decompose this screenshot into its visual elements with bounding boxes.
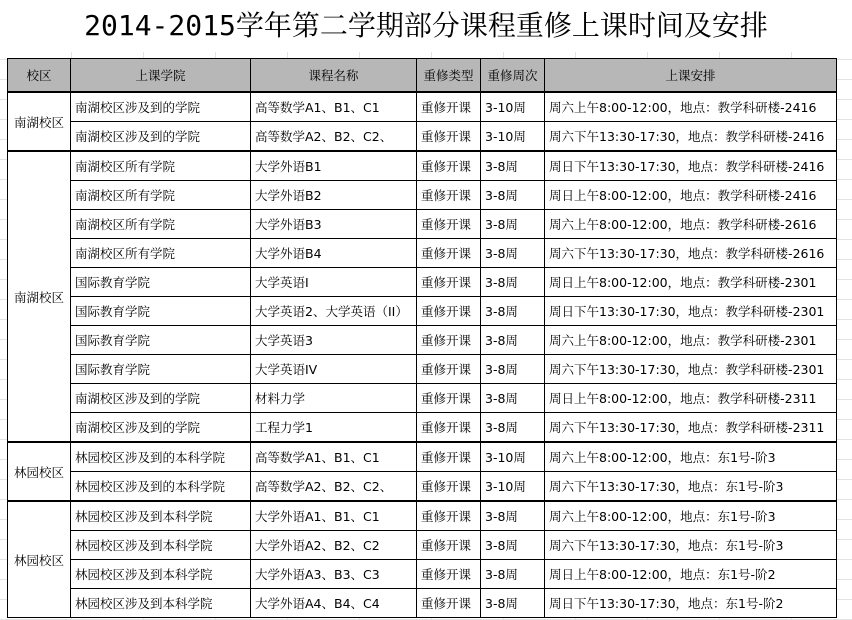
table-row [8, 472, 837, 502]
college-cell: 南湖校区所有学院 [71, 181, 251, 210]
college-cell: 林园校区涉及到本科学院 [71, 560, 251, 589]
table-row [8, 589, 837, 618]
course-cell: 材料力学 [251, 384, 417, 413]
course-cell: 大学英语2、大学英语（II） [251, 297, 417, 326]
course-cell: 高等数学A1、B1、C1 [251, 442, 417, 472]
course-cell: 大学外语B4 [251, 239, 417, 268]
college-cell: 南湖校区涉及到的学院 [71, 384, 251, 413]
arrangement-cell: 周日上午8:00-12:00，地点：教学科研楼-2311 [545, 384, 837, 413]
course-cell: 大学英语Ⅰ [251, 268, 417, 297]
weeks-cell: 3-8周 [481, 181, 545, 210]
retake-type-cell: 重修开课 [417, 181, 481, 210]
weeks-cell: 3-8周 [481, 384, 545, 413]
arrangement-cell: 周六上午8:00-12:00，地点：教学科研楼-2301 [545, 326, 837, 355]
college-cell: 国际教育学院 [71, 355, 251, 384]
header-campus: 校区 [8, 59, 71, 93]
course-cell: 工程力学1 [251, 413, 417, 443]
table-row [8, 442, 837, 472]
retake-type-cell: 重修开课 [417, 122, 481, 152]
retake-type-cell: 重修开课 [417, 442, 481, 472]
college-cell: 林园校区涉及到本科学院 [71, 501, 251, 531]
campus-cell: 南湖校区 [8, 92, 71, 151]
retake-type-cell: 重修开课 [417, 413, 481, 443]
course-cell: 大学外语A3、B3、C3 [251, 560, 417, 589]
college-cell: 林园校区涉及到本科学院 [71, 531, 251, 560]
arrangement-cell: 周六上午8:00-12:00，地点：教学科研楼-2416 [545, 92, 837, 122]
table-row [8, 92, 837, 122]
page-title: 2014-2015学年第二学期部分课程重修上课时间及安排 [0, 0, 852, 52]
weeks-cell: 3-8周 [481, 501, 545, 531]
arrangement-cell: 周六下午13:30-17:30，地点：教学科研楼-2416 [545, 122, 837, 152]
table-row [8, 239, 837, 268]
course-cell: 高等数学A1、B1、C1 [251, 92, 417, 122]
weeks-cell: 3-10周 [481, 122, 545, 152]
arrangement-cell: 周六下午13:30-17:30，地点：教学科研楼-2311 [545, 413, 837, 443]
table-row [8, 501, 837, 531]
table-row [8, 268, 837, 297]
table-row [8, 355, 837, 384]
weeks-cell: 3-8周 [481, 268, 545, 297]
table-row [8, 413, 837, 443]
course-cell: 高等数学A2、B2、C2、 [251, 122, 417, 152]
course-cell: 大学外语B1 [251, 151, 417, 181]
weeks-cell: 3-8周 [481, 239, 545, 268]
weeks-cell: 3-8周 [481, 210, 545, 239]
arrangement-cell: 周日上午8:00-12:00，地点：教学科研楼-2416 [545, 181, 837, 210]
course-cell: 大学外语B2 [251, 181, 417, 210]
retake-type-cell: 重修开课 [417, 151, 481, 181]
header-college: 上课学院 [71, 59, 251, 93]
college-cell: 国际教育学院 [71, 326, 251, 355]
college-cell: 林园校区涉及到的本科学院 [71, 472, 251, 502]
retake-type-cell: 重修开课 [417, 210, 481, 239]
arrangement-cell: 周六上午8:00-12:00，地点：东1号-阶3 [545, 501, 837, 531]
campus-cell: 南湖校区 [8, 151, 71, 442]
arrangement-cell: 周日下午13:30-17:30，地点：教学科研楼-2301 [545, 297, 837, 326]
retake-type-cell: 重修开课 [417, 268, 481, 297]
course-cell: 大学英语IV [251, 355, 417, 384]
arrangement-cell: 周六上午8:00-12:00，地点：教学科研楼-2616 [545, 210, 837, 239]
header-arrangement: 上课安排 [545, 59, 837, 93]
course-cell: 大学外语B3 [251, 210, 417, 239]
campus-cell: 林园校区 [8, 442, 71, 501]
header-row [8, 59, 837, 93]
college-cell: 南湖校区所有学院 [71, 239, 251, 268]
retake-type-cell: 重修开课 [417, 384, 481, 413]
header-retake-type: 重修类型 [417, 59, 481, 93]
retake-type-cell: 重修开课 [417, 297, 481, 326]
retake-type-cell: 重修开课 [417, 589, 481, 618]
weeks-cell: 3-10周 [481, 442, 545, 472]
weeks-cell: 3-8周 [481, 151, 545, 181]
college-cell: 南湖校区涉及到的学院 [71, 92, 251, 122]
arrangement-cell: 周日下午13:30-17:30，地点：东1号-阶2 [545, 589, 837, 618]
arrangement-cell: 周日上午8:00-12:00，地点：东1号-阶2 [545, 560, 837, 589]
table-row [8, 384, 837, 413]
table-row [8, 151, 837, 181]
campus-cell: 林园校区 [8, 501, 71, 618]
schedule-body [8, 92, 837, 618]
weeks-cell: 3-8周 [481, 413, 545, 443]
arrangement-cell: 周日下午13:30-17:30，地点：教学科研楼-2416 [545, 151, 837, 181]
weeks-cell: 3-8周 [481, 326, 545, 355]
course-cell: 大学英语3 [251, 326, 417, 355]
course-cell: 高等数学A2、B2、C2、 [251, 472, 417, 502]
retake-type-cell: 重修开课 [417, 531, 481, 560]
weeks-cell: 3-8周 [481, 560, 545, 589]
retake-type-cell: 重修开课 [417, 472, 481, 502]
weeks-cell: 3-8周 [481, 355, 545, 384]
college-cell: 林园校区涉及到本科学院 [71, 589, 251, 618]
arrangement-cell: 周六下午13:30-17:30，地点：东1号-阶3 [545, 472, 837, 502]
table-row [8, 297, 837, 326]
weeks-cell: 3-10周 [481, 472, 545, 502]
arrangement-cell: 周日上午8:00-12:00，地点：教学科研楼-2301 [545, 268, 837, 297]
schedule-table [7, 58, 837, 618]
table-row [8, 210, 837, 239]
college-cell: 南湖校区所有学院 [71, 151, 251, 181]
table-row [8, 560, 837, 589]
college-cell: 国际教育学院 [71, 297, 251, 326]
header-course: 课程名称 [251, 59, 417, 93]
table-row [8, 531, 837, 560]
table-row [8, 326, 837, 355]
retake-type-cell: 重修开课 [417, 92, 481, 122]
course-cell: 大学外语A2、B2、C2 [251, 531, 417, 560]
college-cell: 南湖校区所有学院 [71, 210, 251, 239]
arrangement-cell: 周六下午13:30-17:30，地点：教学科研楼-2616 [545, 239, 837, 268]
weeks-cell: 3-8周 [481, 297, 545, 326]
retake-type-cell: 重修开课 [417, 355, 481, 384]
retake-type-cell: 重修开课 [417, 560, 481, 589]
retake-type-cell: 重修开课 [417, 501, 481, 531]
college-cell: 南湖校区涉及到的学院 [71, 122, 251, 152]
retake-type-cell: 重修开课 [417, 326, 481, 355]
course-cell: 大学外语A1、B1、C1 [251, 501, 417, 531]
weeks-cell: 3-8周 [481, 531, 545, 560]
arrangement-cell: 周六下午13:30-17:30，地点：东1号-阶3 [545, 531, 837, 560]
table-row [8, 122, 837, 152]
table-row [8, 181, 837, 210]
header-weeks: 重修周次 [481, 59, 545, 93]
college-cell: 国际教育学院 [71, 268, 251, 297]
weeks-cell: 3-8周 [481, 589, 545, 618]
college-cell: 林园校区涉及到的本科学院 [71, 442, 251, 472]
retake-type-cell: 重修开课 [417, 239, 481, 268]
arrangement-cell: 周六下午13:30-17:30，地点：教学科研楼-2301 [545, 355, 837, 384]
arrangement-cell: 周六上午8:00-12:00，地点：东1号-阶3 [545, 442, 837, 472]
college-cell: 南湖校区涉及到的学院 [71, 413, 251, 443]
weeks-cell: 3-10周 [481, 92, 545, 122]
course-cell: 大学外语A4、B4、C4 [251, 589, 417, 618]
